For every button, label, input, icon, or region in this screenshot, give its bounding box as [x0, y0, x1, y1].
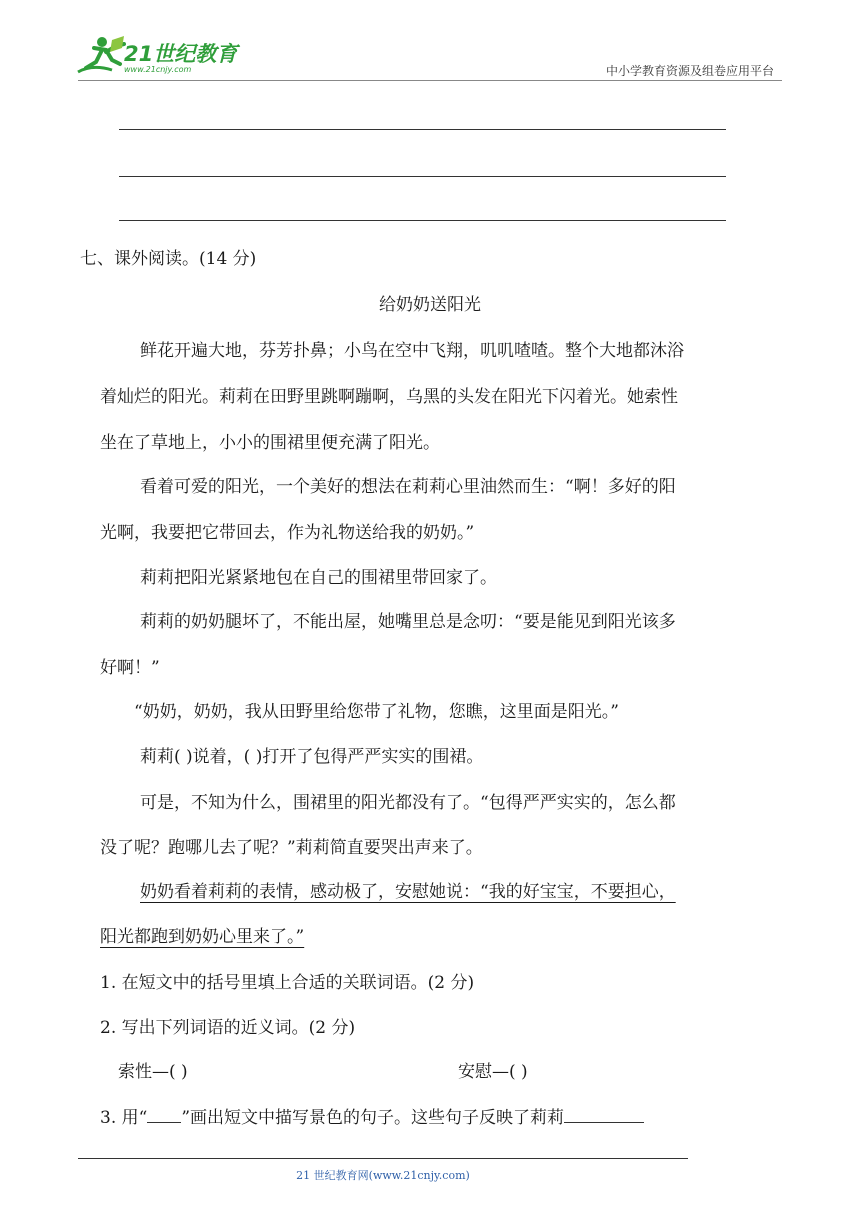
story-line: 鲜花开遍大地，芬芳扑鼻；小鸟在空中飞翔，叽叽喳喳。整个大地都沐浴: [140, 341, 684, 361]
story-title: 给奶奶送阳光: [379, 295, 481, 315]
footer-text: 21 世纪教育网(www.21cnjy.com): [296, 1169, 470, 1182]
story-line: 坐在了草地上，小小的围裙里便充满了阳光。: [100, 433, 440, 453]
story-line-underlined: 阳光都跑到奶奶心里来了。”: [100, 927, 305, 947]
question-2: 2. 写出下列词语的近义词。(2 分): [100, 1018, 356, 1038]
story-line: 好啊！”: [100, 658, 160, 678]
answer-blank[interactable]: [564, 1108, 644, 1123]
logo-url: www.21cnjy.com: [124, 65, 192, 74]
story-line: 莉莉的奶奶腿坏了，不能出屋，她嘴里总是念叨：“要是能见到阳光该多: [140, 612, 676, 632]
section-title: 七、课外阅读。(14 分): [80, 249, 257, 269]
question-1: 1. 在短文中的括号里填上合适的关联词语。(2 分): [100, 973, 475, 993]
header-divider: [78, 80, 782, 81]
story-line: 没了呢？跑哪儿去了呢？”莉莉简直要哭出声来了。: [100, 838, 483, 858]
platform-name: 中小学教育资源及组卷应用平台: [605, 64, 774, 78]
question-3-prefix: 3. 用“: [100, 1108, 148, 1128]
story-line-blanks[interactable]: 莉莉( )说着，( )打开了包得严严实实的围裙。: [140, 747, 484, 767]
story-line: 莉莉把阳光紧紧地包在自己的围裙里带回家了。: [140, 568, 497, 588]
answer-line[interactable]: [119, 220, 726, 221]
story-line-underlined: 奶奶看着莉莉的表情，感动极了，安慰她说：“我的好宝宝，不要担心，: [140, 882, 676, 902]
story-line: 看着可爱的阳光，一个美好的想法在莉莉心里油然而生：“啊！多好的阳: [140, 477, 676, 497]
synonym-blank-b[interactable]: 安慰—( ): [458, 1062, 528, 1082]
underline-sample: [147, 1108, 181, 1123]
question-3-text: ”画出短文中描写景色的句子。这些句子反映了莉莉: [181, 1108, 565, 1128]
synonym-blank-a[interactable]: 索性—( ): [118, 1062, 188, 1082]
story-line: 光啊，我要把它带回去，作为礼物送给我的奶奶。”: [100, 523, 475, 543]
story-line: 可是，不知为什么，围裙里的阳光都没有了。“包得严严实实的，怎么都: [140, 793, 676, 813]
footer-divider: [78, 1158, 688, 1159]
logo-text: 21世纪教育: [124, 42, 238, 66]
story-line: “奶奶，奶奶，我从田野里给您带了礼物，您瞧，这里面是阳光。”: [134, 702, 619, 722]
answer-line[interactable]: [119, 176, 726, 177]
answer-line[interactable]: [119, 129, 726, 130]
question-3: [100, 1103, 644, 1128]
story-line: 着灿烂的阳光。莉莉在田野里跳啊蹦啊，乌黑的头发在阳光下闪着光。她索性: [100, 387, 678, 407]
